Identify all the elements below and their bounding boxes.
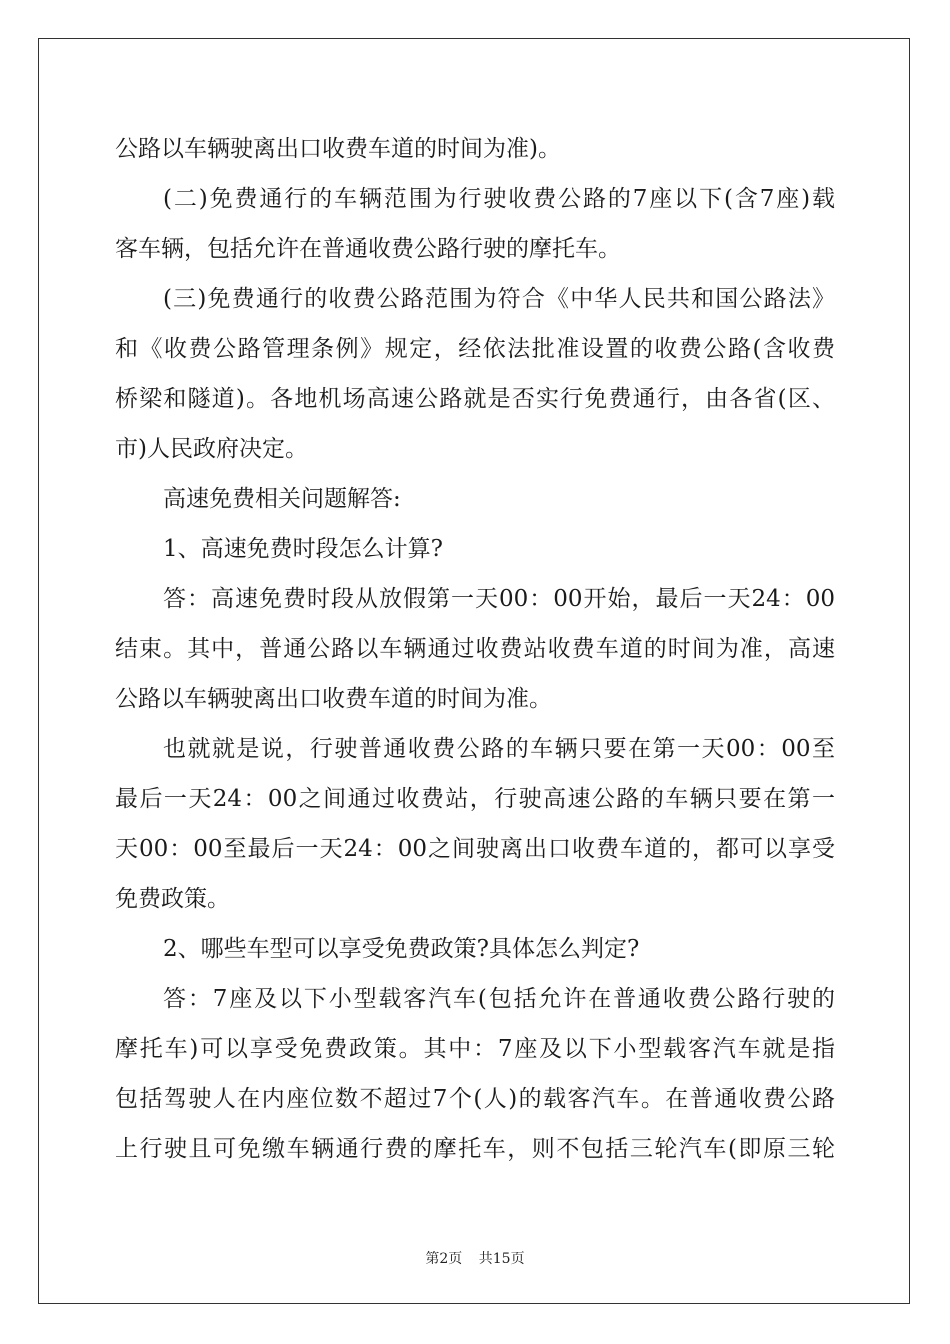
text-line: 公路以车辆驶离出口收费车道的时间为准)。: [115, 136, 561, 162]
text-line: 天00：00至最后一天24：00之间驶离出口收费车道的，都可以享受: [115, 836, 835, 862]
text-line: 结束。其中，普通公路以车辆通过收费站收费车道的时间为准，高速: [115, 636, 835, 662]
text-line: 包括驾驶人在内座位数不超过7个(人)的载客汽车。在普通收费公路: [115, 1086, 835, 1112]
text-line: 上行驶且可免缴车辆通行费的摩托车，则不包括三轮汽车(即原三轮: [115, 1136, 835, 1162]
text-line: 最后一天24：00之间通过收费站，行驶高速公路的车辆只要在第一: [115, 786, 835, 812]
text-line: 1、高速免费时段怎么计算?: [163, 536, 443, 562]
text-line: 也就就是说，行驶普通收费公路的车辆只要在第一天00：00至: [163, 736, 835, 762]
text-line: 客车辆，包括允许在普通收费公路行驶的摩托车。: [115, 236, 621, 262]
page-total: 共15页: [478, 1251, 525, 1267]
document-body: [115, 124, 835, 1174]
text-line: (三)免费通行的收费公路范围为符合《中华人民共和国公路法》: [163, 286, 835, 312]
text-line: 免费政策。: [115, 886, 230, 912]
text-line: (二)免费通行的车辆范围为行驶收费公路的7座以下(含7座)载: [163, 186, 835, 212]
text-line: 和《收费公路管理条例》规定，经依法批准设置的收费公路(含收费: [115, 336, 835, 362]
text-line: 答：高速免费时段从放假第一天00：00开始，最后一天24：00: [163, 586, 835, 612]
page-number: 第2页: [425, 1251, 463, 1267]
text-line: 高速免费相关问题解答:: [163, 486, 401, 512]
text-line: 答：7座及以下小型载客汽车(包括允许在普通收费公路行驶的: [163, 986, 835, 1012]
text-line: 摩托车)可以享受免费政策。其中：7座及以下小型载客汽车就是指: [115, 1036, 835, 1062]
text-line: 2、哪些车型可以享受免费政策?具体怎么判定?: [163, 936, 640, 962]
text-line: 公路以车辆驶离出口收费车道的时间为准。: [115, 686, 552, 712]
text-line: 桥梁和隧道)。各地机场高速公路就是否实行免费通行，由各省(区、: [115, 386, 835, 412]
page-footer: [0, 1248, 950, 1268]
text-line: 市)人民政府决定。: [115, 436, 308, 462]
